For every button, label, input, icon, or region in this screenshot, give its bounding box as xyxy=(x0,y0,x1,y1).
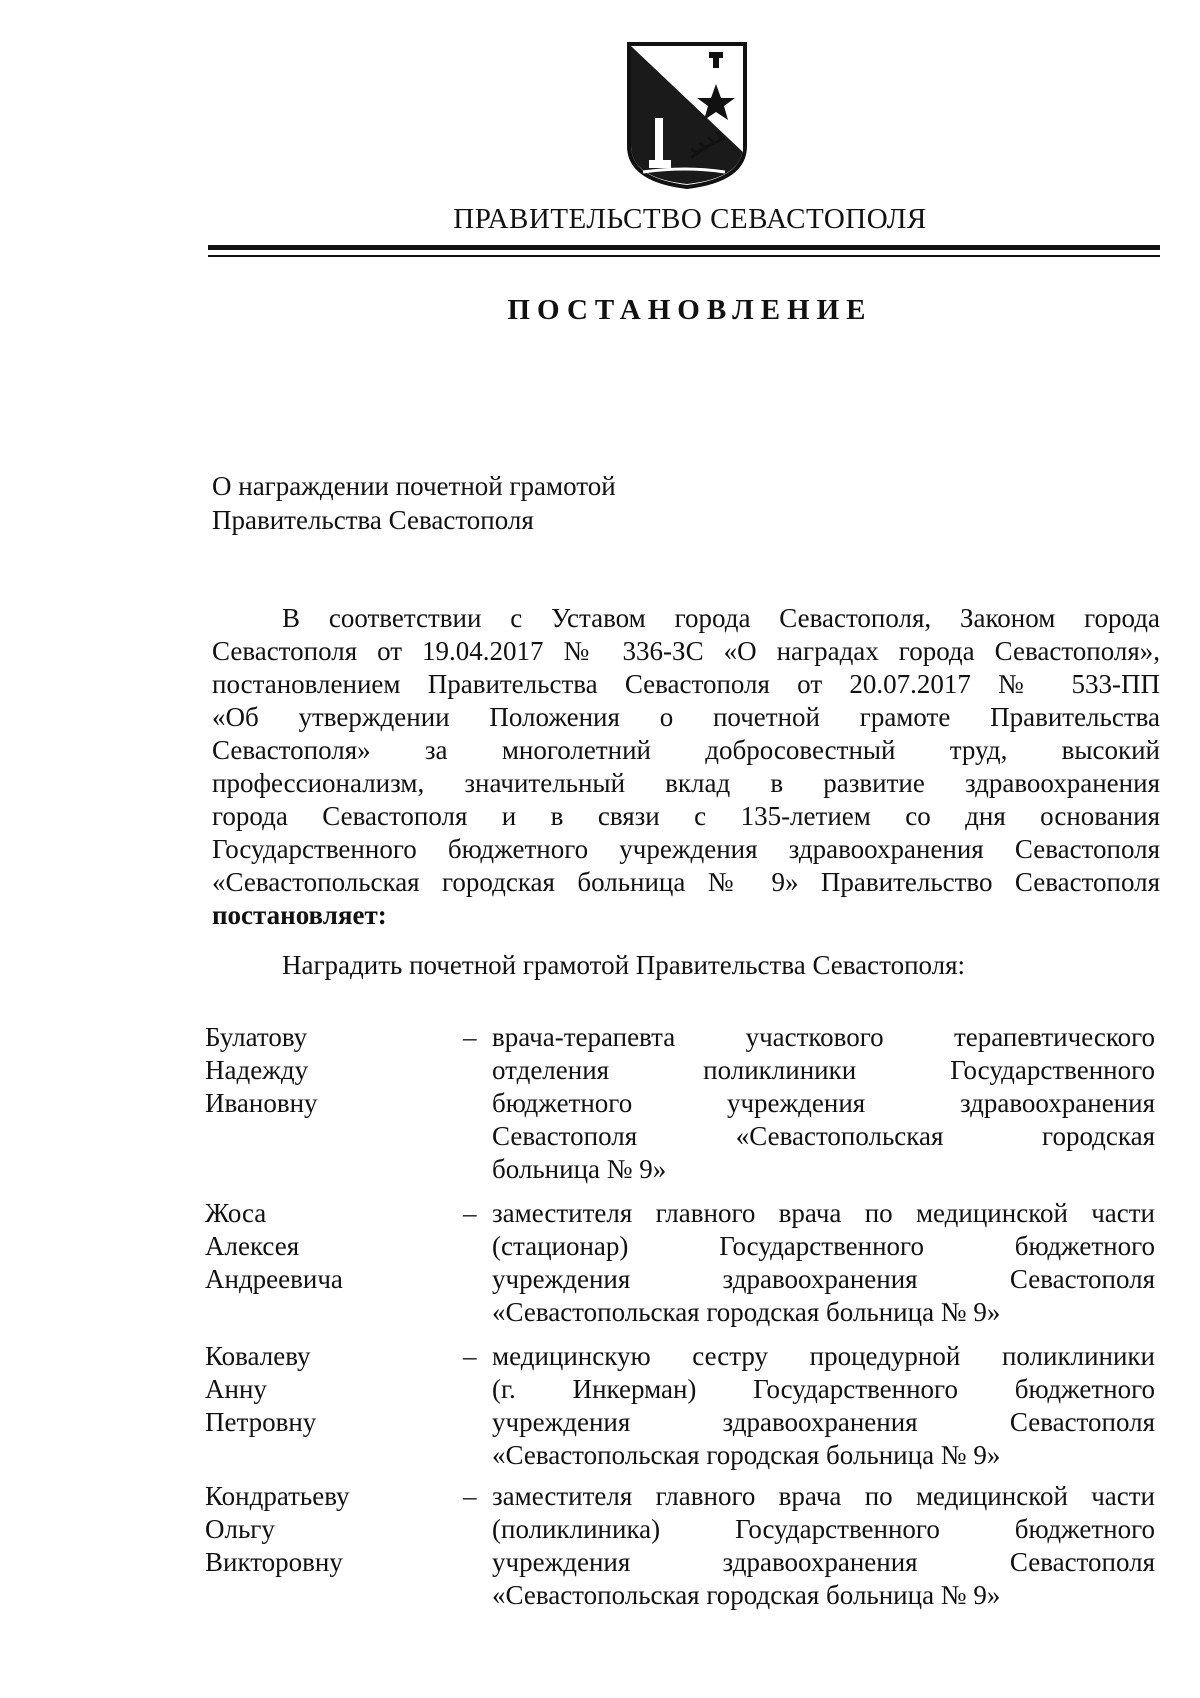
recipient-position xyxy=(492,1197,1155,1329)
header-divider-thick xyxy=(208,245,1160,250)
position-line: «Севастопольская городская больница № 9» xyxy=(492,1297,1001,1327)
recipient-name xyxy=(205,1021,425,1120)
preamble-line: Севастополя» за многолетний добросовестный труд, высокий xyxy=(212,735,1160,765)
dash-separator: – xyxy=(463,1481,477,1511)
recipient-surname: Кондратьеву xyxy=(205,1481,350,1511)
position-line: учреждения здравоохранения Севастополя xyxy=(492,1547,1155,1577)
recipient-patronymic: Ивановну xyxy=(205,1088,318,1118)
recipient-patronymic: Андреевича xyxy=(205,1264,343,1294)
document-subject xyxy=(212,469,616,537)
recipient-patronymic: Викторовну xyxy=(205,1547,343,1577)
position-line: бюджетного учреждения здравоохранения xyxy=(492,1088,1155,1118)
recipient-first-name: Надежду xyxy=(205,1055,309,1085)
recipient-first-name: Алексея xyxy=(205,1231,300,1261)
recipient-position xyxy=(492,1340,1155,1472)
preamble-line: Государственного бюджетного учреждения здравоохранения Севастополя xyxy=(212,834,1160,864)
resolves-word: постановляет: xyxy=(212,900,387,930)
recipient-name xyxy=(205,1340,425,1439)
recipient-name xyxy=(205,1480,425,1579)
header-divider-thin xyxy=(208,255,1160,257)
position-line: учреждения здравоохранения Севастополя xyxy=(492,1264,1155,1294)
position-line: (г. Инкерман) Государственного бюджетного xyxy=(492,1374,1155,1404)
preamble-paragraph xyxy=(212,602,1160,932)
recipient-name xyxy=(205,1197,425,1296)
position-line: «Севастопольская городская больница № 9» xyxy=(492,1440,1001,1470)
position-line: (стационар) Государственного бюджетного xyxy=(492,1231,1155,1261)
preamble-line: постановлением Правительства Севастополя от 20.07.2017 № 533-ПП xyxy=(212,669,1160,699)
recipient-first-name: Анну xyxy=(205,1374,267,1404)
subject-line: О награждении почетной грамотой xyxy=(212,471,616,501)
subject-line: Правительства Севастополя xyxy=(212,505,534,535)
recipient-surname: Булатову xyxy=(205,1022,308,1052)
position-line: заместителя главного врача по медицинской части xyxy=(492,1481,1155,1511)
dash-separator: – xyxy=(463,1022,477,1052)
recipient-position xyxy=(492,1021,1155,1186)
recipient-patronymic: Петровну xyxy=(205,1407,317,1437)
recipient-position xyxy=(492,1480,1155,1612)
recipient-surname: Ковалеву xyxy=(205,1341,311,1371)
sevastopol-coat-of-arms-icon xyxy=(625,40,749,190)
position-line: (поликлиника) Государственного бюджетного xyxy=(492,1514,1155,1544)
preamble-line: города Севастополя и в связи с 135-летием со дня основания xyxy=(212,801,1160,831)
recipient-first-name: Ольгу xyxy=(205,1514,275,1544)
position-line: учреждения здравоохранения Севастополя xyxy=(492,1407,1155,1437)
position-line: врача-терапевта участкового терапевтического xyxy=(492,1022,1155,1052)
position-line: заместителя главного врача по медицинской части xyxy=(492,1198,1155,1228)
position-line: отделения поликлиники Государственного xyxy=(492,1055,1155,1085)
award-intro: Наградить почетной грамотой Правительства Севастополя: xyxy=(282,950,966,980)
dash-separator: – xyxy=(463,1341,477,1371)
position-line: Севастополя «Севастопольская городская xyxy=(492,1121,1155,1151)
preamble-line: «Севастопольская городская больница № 9» Правительство Севастополя xyxy=(212,867,1160,897)
position-line: медицинскую сестру процедурной поликлиники xyxy=(492,1341,1155,1371)
government-title: ПРАВИТЕЛЬСТВО СЕВАСТОПОЛЯ xyxy=(453,203,927,235)
preamble-line: профессионализм, значительный вклад в развитие здравоохранения xyxy=(212,768,1160,798)
recipient-surname: Жоса xyxy=(205,1198,267,1228)
position-line: больница № 9» xyxy=(492,1154,667,1184)
document-type-title: ПОСТАНОВЛЕНИЕ xyxy=(507,294,873,326)
preamble-line: «Об утверждении Положения о почетной грамоте Правительства xyxy=(212,702,1160,732)
dash-separator: – xyxy=(463,1198,477,1228)
preamble-line: В соответствии с Уставом города Севастополя, Законом города xyxy=(282,603,1160,633)
preamble-line: Севастополя от 19.04.2017 № 336-ЗС «О наградах города Севастополя», xyxy=(212,636,1160,666)
position-line: «Севастопольская городская больница № 9» xyxy=(492,1580,1001,1610)
